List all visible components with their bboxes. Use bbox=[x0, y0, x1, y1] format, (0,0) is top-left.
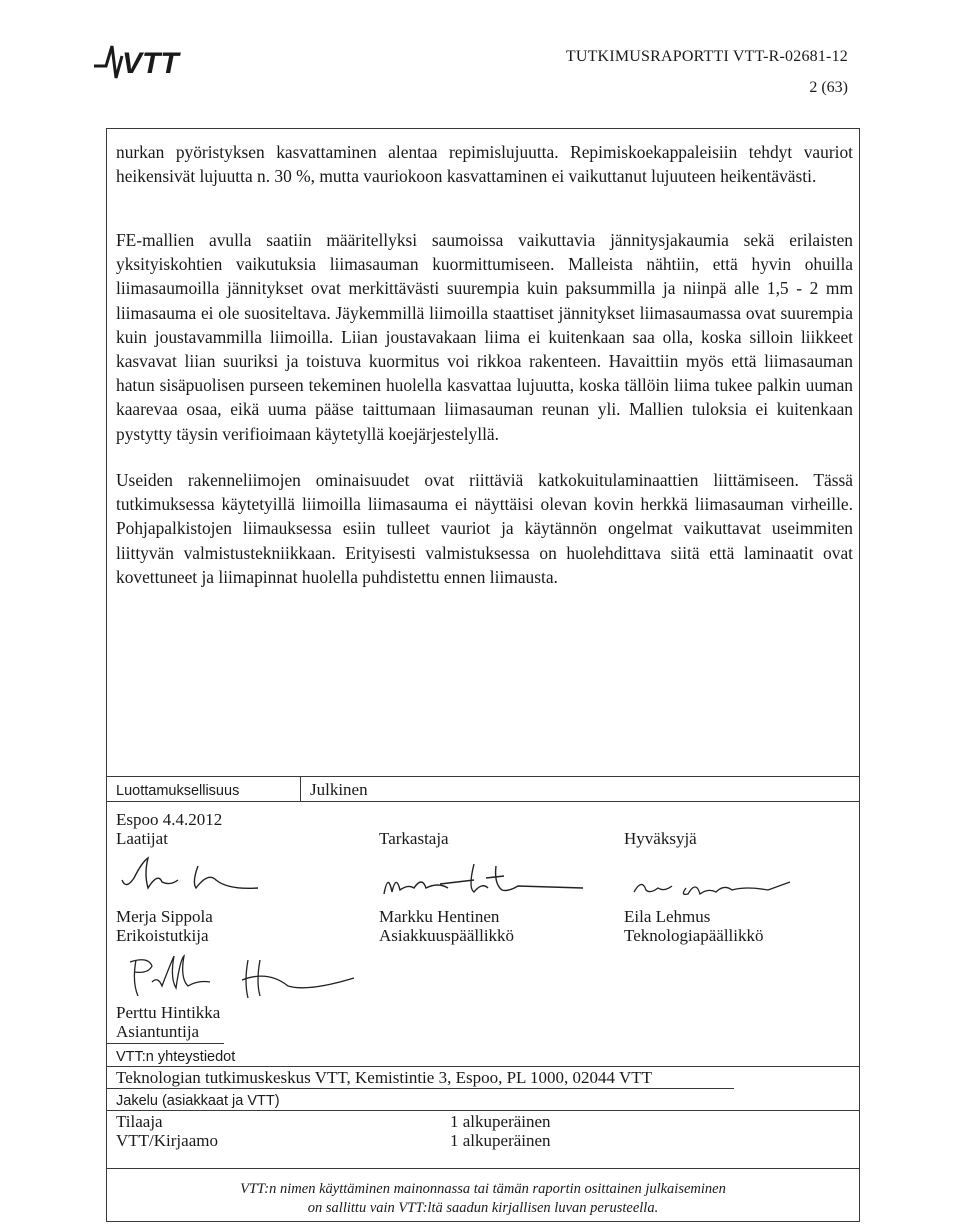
paragraph-1: nurkan pyöristyksen kasvattaminen alentaa repimislujuutta. Repimiskoekappaleisiin tehdyt vauriot heikensivät lujuutta n. 30 %, mutta vauriokoon kasvattaminen ei vaikuttanut lujuuteen heikentävästi. bbox=[116, 142, 853, 187]
signature-author1 bbox=[118, 852, 268, 900]
approver-name: Eila Lehmus bbox=[624, 907, 711, 926]
author2-name: Perttu Hintikka bbox=[116, 1003, 221, 1022]
footer-notice bbox=[106, 1180, 860, 1218]
confidentiality-separator bbox=[300, 776, 301, 801]
signature-author2 bbox=[118, 952, 358, 1008]
contact-rule bbox=[106, 1066, 860, 1067]
author2-title: Asiantuntija bbox=[116, 1022, 200, 1041]
author2-title-underline bbox=[106, 1043, 224, 1044]
confidentiality-value: Julkinen bbox=[310, 780, 368, 799]
distribution-recipient-2: VTT/Kirjaamo bbox=[116, 1131, 218, 1150]
signature-approver bbox=[628, 870, 798, 906]
distribution-copies-2: 1 alkuperäinen bbox=[450, 1131, 551, 1150]
footer-line-2: on sallittu vain VTT:ltä saadun kirjallisen luvan perusteella. bbox=[307, 1200, 659, 1216]
distribution-rule bbox=[106, 1110, 860, 1111]
approver-label: Hyväksyjä bbox=[624, 829, 697, 848]
author1-title: Erikoistutkija bbox=[116, 926, 209, 945]
author1-name: Merja Sippola bbox=[116, 907, 213, 926]
signature-reviewer bbox=[378, 858, 593, 908]
paragraph-3: Useiden rakenneliimojen ominaisuudet ovat riittäviä katkokuitulaminaattien liittämiseen. Tässä tutkimuksessa käytetyillä liimoilla liimasauma ei näyttäisi olevan kovin herkkä liimasauman virheille. Pohjapalkistojen liimauksessa esiin tulleet vauriot ja käytännön ongelmat vaikuttavat useimmiten liittyvän valmistustekniikkaan. Erityisesti valmistuksessa on huolehdittava siitä että laminaatit ovat kovettuneet ja liimapinnat huolella puhdistettu ennen liimausta. bbox=[116, 470, 853, 587]
reviewer-label: Tarkastaja bbox=[379, 829, 449, 848]
distribution-label: Jakelu (asiakkaat ja VTT) bbox=[116, 1093, 280, 1109]
contact-label: VTT:n yhteystiedot bbox=[116, 1049, 236, 1065]
reviewer-name: Markku Hentinen bbox=[379, 907, 500, 926]
page-number: 2 (63) bbox=[809, 79, 848, 96]
approver-title: Teknologiapäällikkö bbox=[624, 926, 764, 945]
contact-value: Teknologian tutkimuskeskus VTT, Kemistintie 3, Espoo, PL 1000, 02044 VTT bbox=[116, 1068, 653, 1087]
authors-label: Laatijat bbox=[116, 829, 168, 848]
report-id: TUTKIMUSRAPORTTI VTT-R-02681-12 bbox=[565, 48, 848, 65]
paragraph-2: FE-mallien avulla saatiin määritellyksi saumoissa vaikuttavia jännitysjakaumia sekä erilaisten yksityiskohtien vaikutuksia liimasauman kuormittumiseen. Malleista nähtiin, että hyvin ohuilla liimasaumoilla jännitykset ovat merkittävästi suurempia kuin paksummilla ja niinpä alle 1,5 - 2 mm liimasauma ei ole suositeltava. Jäykemmillä liimoilla staattiset jännitykset liimasaumassa ovat suurempia kuin joustavammilla liimoilla. Liian joustavakaan liima ei kuitenkaan saa olla, koska silloin liikkeet kasvavat liian suuriksi ja toistuva kuormitus voi rikkoa rakenteen. Havaittiin myös että liimasauman hatun sisäpuolisen purseen tekeminen huolella kasvattaa lujuutta, koska tällöin liima tukee palkin uuman kaarevaa osaa, eikä uuma pääse taittumaan liimasauman reunan yli. Mallien tuloksia ei kuitenkaan pystytty täysin verifioimaan käytetyllä koejärjestelyllä. bbox=[116, 230, 853, 444]
logo-text: VTT bbox=[122, 47, 179, 80]
confidentiality-label: Luottamuksellisuus bbox=[116, 783, 240, 799]
place-date: Espoo 4.4.2012 bbox=[116, 810, 223, 829]
footer-rule bbox=[106, 1168, 860, 1169]
form-top-rule bbox=[106, 776, 860, 777]
distribution-recipient-1: Tilaaja bbox=[116, 1112, 163, 1131]
reviewer-title: Asiakkuuspäällikkö bbox=[379, 926, 515, 945]
distribution-copies-1: 1 alkuperäinen bbox=[450, 1112, 551, 1131]
vtt-logo bbox=[92, 42, 222, 82]
confidentiality-rule bbox=[106, 801, 860, 802]
footer-line-1: VTT:n nimen käyttäminen mainonnassa tai tämän raportin osittainen julkaiseminen bbox=[240, 1181, 726, 1197]
contact-underline bbox=[106, 1088, 734, 1089]
